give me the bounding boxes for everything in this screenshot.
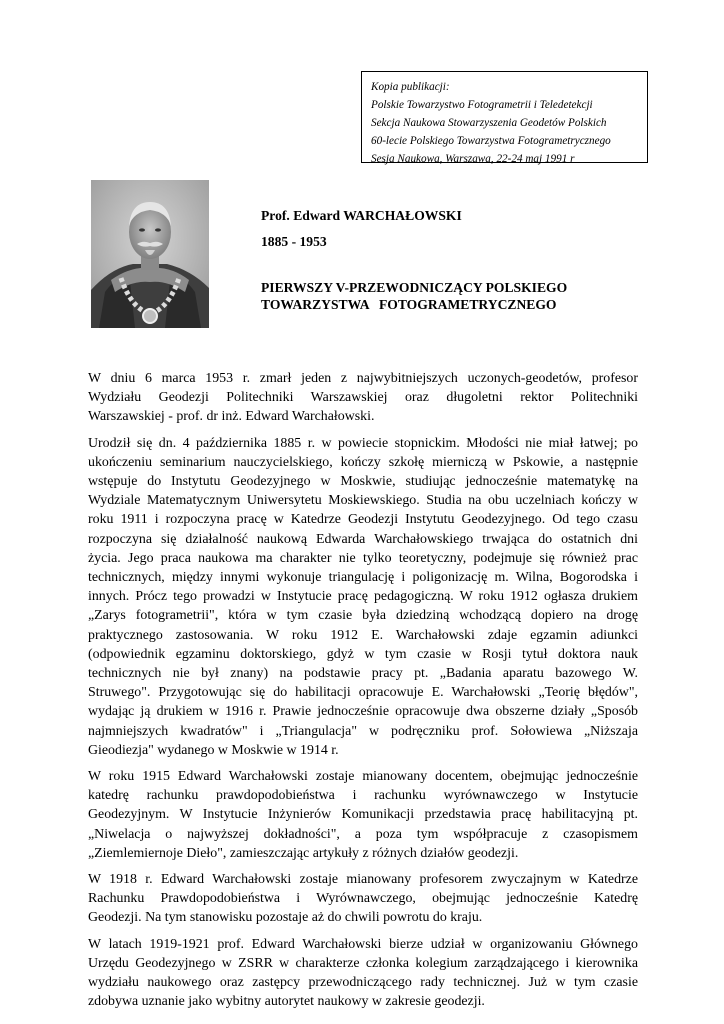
publication-citation-box <box>361 71 648 163</box>
text-line: Wydziale Matematycznym Uniwersytetu Moskiewskiego. Studia na obu uczelniach kończy w <box>88 493 638 509</box>
portrait-illustration <box>91 180 209 328</box>
text-line: roku 1911 i rozpoczyna pracę w Katedrze Geodezji Instytutu Geodezyjnego. Od tego czasu <box>88 512 638 528</box>
paragraph <box>88 434 638 760</box>
citation-line: Sesja Naukowa, Warszawa, 22-24 maj 1991 r <box>371 153 575 165</box>
text-line: Urzędu Geodezyjnego w ZSRR w charakterze członka kolegium zarządzającego i kierownika <box>88 955 638 971</box>
citation-line: Polskie Towarzystwo Fotogrametrii i Teledetekcji <box>371 99 593 111</box>
paragraph <box>88 767 638 863</box>
text-line: W latach 1919-1921 prof. Edward Warchałowski bierze udział w organizowaniu Głównego <box>88 936 638 952</box>
text-line: ukończeniu seminarium nauczycielskiego, kończy szkołę mierniczą w Pskowie, a następnie <box>88 454 638 470</box>
text-line: „Ziemlemiernoje Dieło", zamieszczając artykuły z różnych działów geodezji. <box>88 845 519 861</box>
text-line: Struwego". Przygotowując się do habilitacji opracowuje E. Warchałowski „Teorię błędów", <box>88 685 638 701</box>
text-line: wstępuje do Instytutu Geodezyjnego w Moskwie, studiując jednocześnie matematykę na <box>88 474 638 490</box>
text-line: Warszawskiej - prof. dr inż. Edward Warchałowski. <box>88 409 375 425</box>
article-headline <box>261 279 567 313</box>
text-line: W dniu 6 marca 1953 r. zmarł jeden z najwybitniejszych uczonych-geodetów, profesor <box>88 371 638 386</box>
text-line: Wydziału Geodezji Politechniki Warszawskiej oraz długoletni rektor Politechniki <box>88 390 638 406</box>
text-line: Rachunku Prawdopodobieństwa i Wyrównawczego, obejmując jednocześnie Katedrę <box>88 891 638 907</box>
portrait-photo <box>91 180 209 328</box>
subject-years: 1885 - 1953 <box>261 234 327 249</box>
headline-line: PIERWSZY V-PRZEWODNICZĄCY POLSKIEGO <box>261 280 568 295</box>
paragraph <box>88 369 638 427</box>
text-line: technicznych nie był znany) na podstawie pracy pt. „Badania aparatu bazowego W. <box>88 666 638 682</box>
text-line: wydziału naukowego oraz zastępcy przewodniczącego rady technicznej. Już w tym czasie <box>88 975 638 991</box>
text-line: (odpowiednik egzaminu doktorskiego, gdyż w tym czasie w Rosji tytuł doktora nauk <box>88 646 638 662</box>
text-line: „Niwelacja o najwyższej dokładności", a poza tym współpracuje z czasopismem <box>88 826 638 842</box>
text-line: życia. Jego praca naukowa ma charakter nie tylko teoretyczny, podejmuje się również prac <box>88 550 638 566</box>
headline-line: TOWARZYSTWA FOTOGRAMETRYCZNEGO <box>261 297 557 312</box>
text-line: technicznych, między innymi wykonuje triangulację i poligonizację m. Wilna, Bogorodska i <box>88 570 638 586</box>
citation-line: Sekcja Naukowa Stowarzyszenia Geodetów Polskich <box>371 117 607 129</box>
paragraph <box>88 935 638 1012</box>
citation-line: 60-lecie Polskiego Towarzystwa Fotogrametrycznego <box>371 135 611 147</box>
text-line: Geodezyjnym. W Instytucie Inżynierów Komunikacji przedstawia pracę habilitacyjną pt. <box>88 807 638 823</box>
subject-name: Prof. Edward WARCHAŁOWSKI <box>261 208 462 223</box>
paragraph <box>88 870 638 928</box>
text-line: zdobywa uznanie jako wybitny autorytet naukowy w zakresie geodezji. <box>88 994 485 1010</box>
text-line: innych. Prócz tego prowadzi w Instytucie pracę pedagogiczną. W roku 1912 ogłasza drukiem <box>88 589 638 605</box>
article-body <box>88 369 638 1019</box>
citation-line: Kopia publikacji: <box>371 81 450 93</box>
text-line: „Zarys fotogrametrii", która w tym czasie była dziedziną wchodzącą dopiero na drogę <box>88 608 638 624</box>
text-line: W roku 1915 Edward Warchałowski zostaje mianowany docentem, obejmując jednocześnie <box>88 769 638 785</box>
text-line: rozpoczyna się działalność naukową Edwarda Warchałowskiego trwająca do ostatnich dni <box>88 531 638 547</box>
text-line: wydając ją drukiem w 1916 r. Prawie jednocześnie opracowuje dwa obszerne działy „Sposób <box>88 704 638 720</box>
text-line: Geodezji. Na tym stanowisku pozostaje aż do chwili powrotu do kraju. <box>88 910 483 926</box>
text-line: praktycznego zastosowania. W roku 1912 E. Warchałowski zdaje egzamin adiunkci <box>88 627 638 643</box>
text-line: Urodził się dn. 4 października 1885 r. w powiecie stopnickim. Młodości nie miał łatwej; po <box>88 435 638 451</box>
text-line: W 1918 r. Edward Warchałowski zostaje mianowany profesorem zwyczajnym w Katedrze <box>88 872 638 888</box>
text-line: najmniejszych kwadratów" i „Triangulacja" w podręczniku prof. Sołowiewa „Niższaja <box>88 723 638 739</box>
text-line: Gieodiezja" wydanego w Moskwie w 1914 r. <box>88 742 339 758</box>
text-line: katedrę rachunku prawdopodobieństwa i rachunku wyrównawczego w Instytucie <box>88 788 638 804</box>
